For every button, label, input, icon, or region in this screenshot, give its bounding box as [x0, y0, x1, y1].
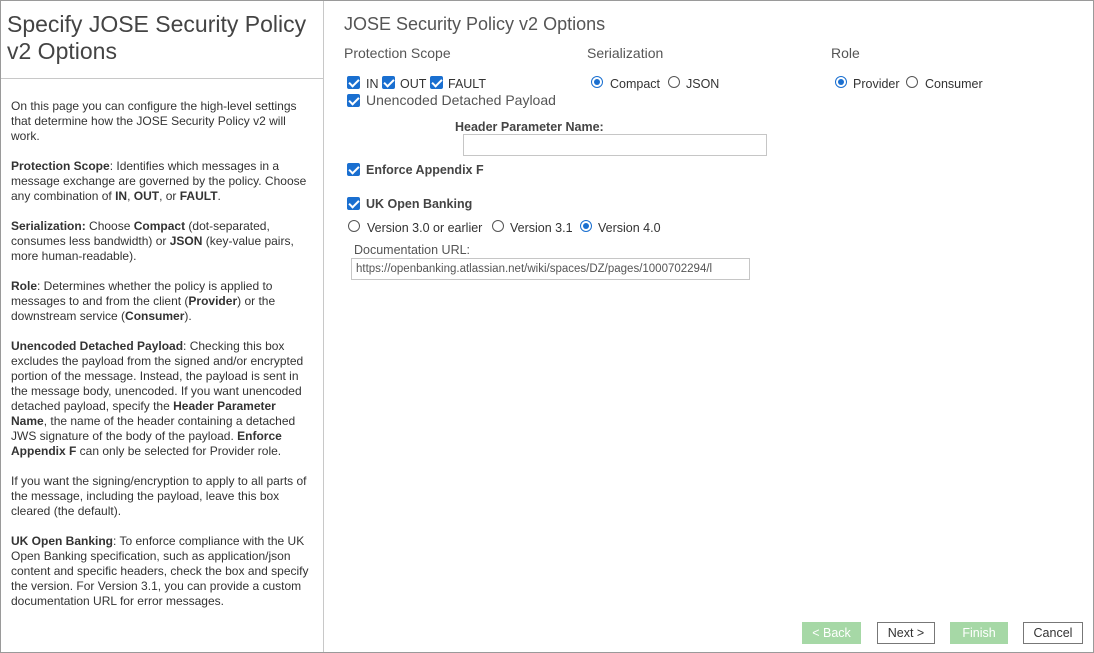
help-protection-scope: Protection Scope: Identifies which messages in a message exchange are governed by the policy. Choose any combination of IN, OUT, or FAULT.	[11, 159, 307, 203]
documentation-url-input[interactable]	[351, 258, 750, 280]
version-3-1-label: Version 3.1	[510, 221, 573, 235]
protection-scope-heading: Protection Scope	[344, 45, 451, 61]
header-parameter-name-input[interactable]	[463, 134, 767, 156]
fault-label: FAULT	[448, 77, 486, 91]
help-role: Role: Determines whether the policy is applied to messages to and from the client (Provider) or the downstream service (Consumer).	[11, 279, 276, 323]
help-uk-open-banking: UK Open Banking: To enforce compliance with the UK Open Banking specification, such as application/json content and specific headers, check the box and specify the version. For Version 3.1, you can provide a custom documentation URL for error messages.	[11, 534, 309, 608]
consumer-label: Consumer	[925, 77, 983, 91]
help-signing: If you want the signing/encryption to apply to all parts of the message, including the payload, leave this box cleared (the default).	[11, 474, 307, 518]
consumer-radio[interactable]	[906, 76, 918, 88]
fault-checkbox[interactable]	[430, 76, 443, 89]
in-checkbox[interactable]	[347, 76, 360, 89]
documentation-url-label: Documentation URL:	[354, 243, 471, 257]
serialization-heading: Serialization	[587, 45, 664, 61]
enforce-appendix-f-label: Enforce Appendix F	[366, 163, 484, 177]
version-4-0-radio[interactable]	[580, 220, 592, 232]
json-radio[interactable]	[668, 76, 680, 88]
next-button[interactable]: Next >	[877, 622, 935, 644]
help-text	[11, 99, 311, 624]
unencoded-detached-payload-checkbox[interactable]	[347, 94, 360, 107]
role-heading: Role	[831, 45, 860, 61]
help-serialization: Serialization: Choose Compact (dot-separated, consumes less bandwidth) or JSON (key-value pairs, more human-readable).	[11, 219, 294, 263]
enforce-appendix-f-checkbox[interactable]	[347, 163, 360, 176]
page-title: Specify JOSE Security Policy v2 Options	[7, 11, 307, 64]
version-3-0-label: Version 3.0 or earlier	[367, 221, 483, 235]
version-3-1-radio[interactable]	[492, 220, 504, 232]
uk-open-banking-label: UK Open Banking	[366, 197, 473, 211]
json-label: JSON	[686, 77, 720, 91]
provider-label: Provider	[853, 77, 900, 91]
help-intro: On this page you can configure the high-level settings that determine how the JOSE Security Policy v2 will work.	[11, 99, 297, 143]
options-title: JOSE Security Policy v2 Options	[344, 14, 606, 34]
uk-open-banking-checkbox[interactable]	[347, 197, 360, 210]
compact-radio[interactable]	[591, 76, 603, 88]
in-label: IN	[366, 77, 379, 91]
help-unencoded-detached-payload: Unencoded Detached Payload: Checking this box excludes the payload from the signed and/or encrypted portion of the message. Instead, the payload is sent in the message body, unencoded. If you want unencoded detached payload, specify the Header Parameter Name, the name of the header containing a detached JWS signature of the body of the payload. Enforce Appendix F can only be selected for Provider role.	[11, 339, 304, 458]
version-4-0-label: Version 4.0	[598, 221, 661, 235]
title-divider	[1, 78, 324, 79]
header-parameter-name-label: Header Parameter Name:	[455, 120, 604, 134]
unencoded-detached-payload-label: Unencoded Detached Payload	[366, 92, 556, 108]
cancel-button[interactable]: Cancel	[1023, 622, 1083, 644]
back-button[interactable]: < Back	[802, 622, 861, 644]
out-label: OUT	[400, 77, 427, 91]
compact-label: Compact	[610, 77, 661, 91]
finish-button[interactable]: Finish	[950, 622, 1008, 644]
provider-radio[interactable]	[835, 76, 847, 88]
version-3-0-radio[interactable]	[348, 220, 360, 232]
help-panel	[1, 1, 324, 652]
out-checkbox[interactable]	[382, 76, 395, 89]
